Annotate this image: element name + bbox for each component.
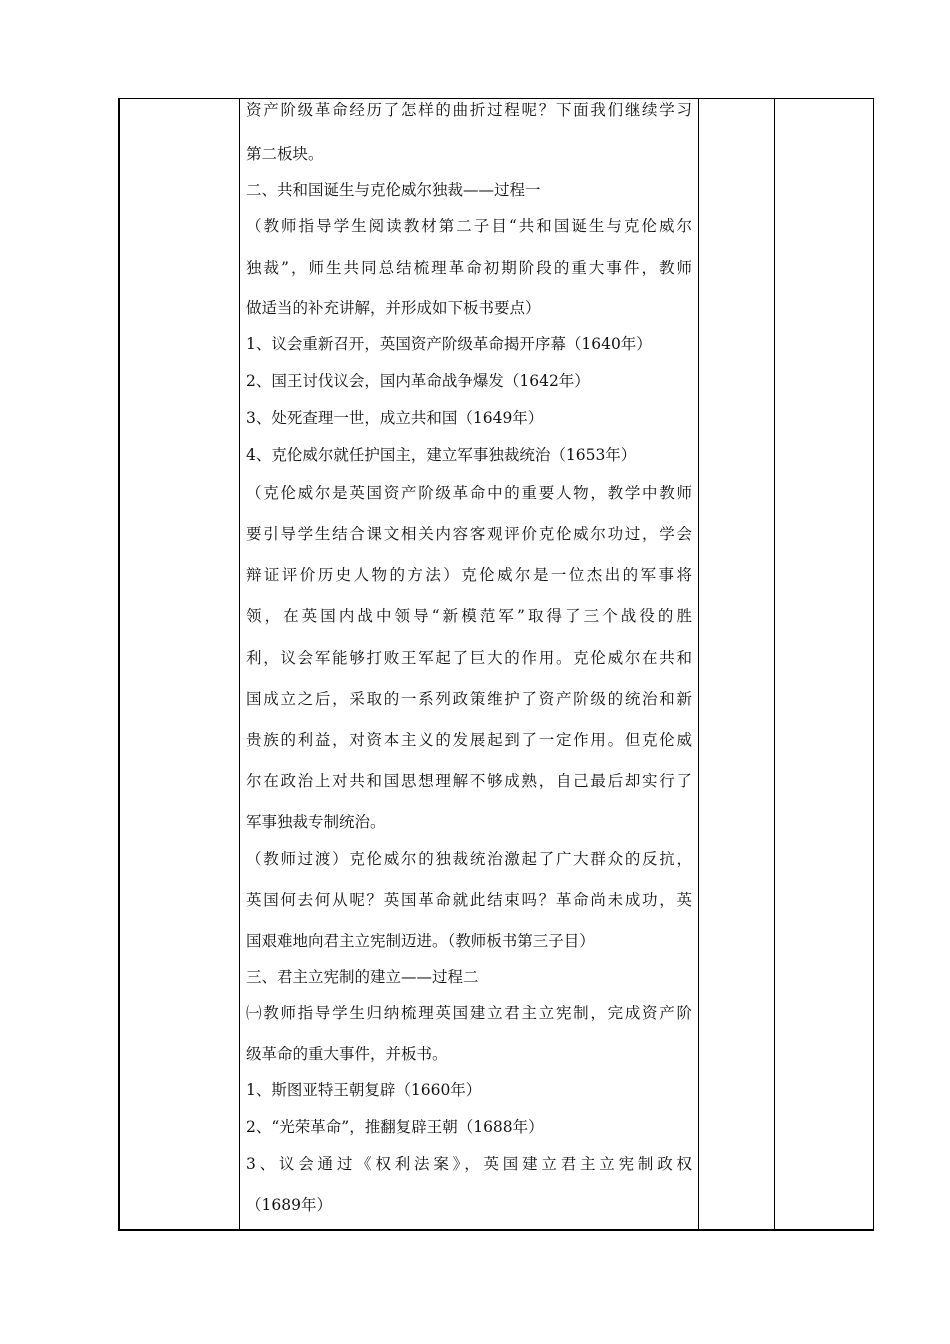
text-line: 领，在英国内战中领导“新模范军”取得了三个战役的胜	[246, 607, 692, 625]
text-line: 做适当的补充讲解，并形成如下板书要点）	[246, 299, 541, 317]
list-item: 1、斯图亚特王朝复辟（1660年）	[246, 1081, 482, 1099]
column-divider	[698, 99, 699, 1229]
text-line: （克伦威尔是英国资产阶级革命中的重要人物，教学中教师	[246, 484, 692, 502]
text-line: 军事独裁专制统治。	[246, 813, 386, 831]
text-line: 资产阶级革命经历了怎样的曲折过程呢？下面我们继续学习	[246, 101, 692, 119]
text-line: 要引导学生结合课文相关内容客观评价克伦威尔功过，学会	[246, 525, 692, 543]
text-line: 独裁”，师生共同总结梳理革命初期阶段的重大事件，教师	[246, 259, 692, 277]
text-line: 国成立之后，采取的一系列政策维护了资产阶级的统治和新	[246, 690, 692, 708]
column-divider	[774, 99, 775, 1229]
text-line: 第二板块。	[246, 145, 324, 163]
text-line: 辩证评价历史人物的方法）克伦威尔是一位杰出的军事将	[246, 566, 692, 584]
text-line: （1689年）	[246, 1196, 332, 1214]
list-item: 2、“光荣革命”，推翻复辟王朝（1688年）	[246, 1118, 544, 1136]
section-heading: 三、君主立宪制的建立——过程二	[246, 968, 479, 986]
column-divider	[239, 99, 240, 1229]
text-line: 国艰难地向君主立宪制迈进。（教师板书第三子目）	[246, 932, 595, 950]
list-item: 1、议会重新召开，英国资产阶级革命揭开序幕（1640年）	[246, 335, 652, 353]
text-line: （教师指导学生阅读教材第二子目“共和国诞生与克伦威尔	[246, 217, 692, 235]
list-item: 2、国王讨伐议会，国内革命战争爆发（1642年）	[246, 372, 590, 390]
text-line: （教师过渡）克伦威尔的独裁统治激起了广大群众的反抗，	[246, 850, 692, 868]
list-item: 4、克伦威尔就任护国主，建立军事独裁统治（1653年）	[246, 446, 637, 464]
text-line: 利，议会军能够打败王军起了巨大的作用。克伦威尔在共和	[246, 649, 692, 667]
list-item: 3、处死查理一世，成立共和国（1649年）	[246, 409, 544, 427]
section-heading: 二、共和国诞生与克伦威尔独裁——过程一	[246, 181, 541, 199]
text-line: 级革命的重大事件，并板书。	[246, 1045, 448, 1063]
list-item: 3、议会通过《权利法案》，英国建立君主立宪制政权	[246, 1155, 692, 1173]
text-line: 贵族的利益，对资本主义的发展起到了一定作用。但克伦威	[246, 731, 692, 749]
text-line: ㈠教师指导学生归纳梳理英国建立君主立宪制，完成资产阶	[246, 1004, 692, 1022]
text-line: 英国何去何从呢？英国革命就此结束吗？革命尚未成功，英	[246, 891, 692, 909]
text-line: 尔在政治上对共和国思想理解不够成熟，自己最后却实行了	[246, 772, 692, 790]
